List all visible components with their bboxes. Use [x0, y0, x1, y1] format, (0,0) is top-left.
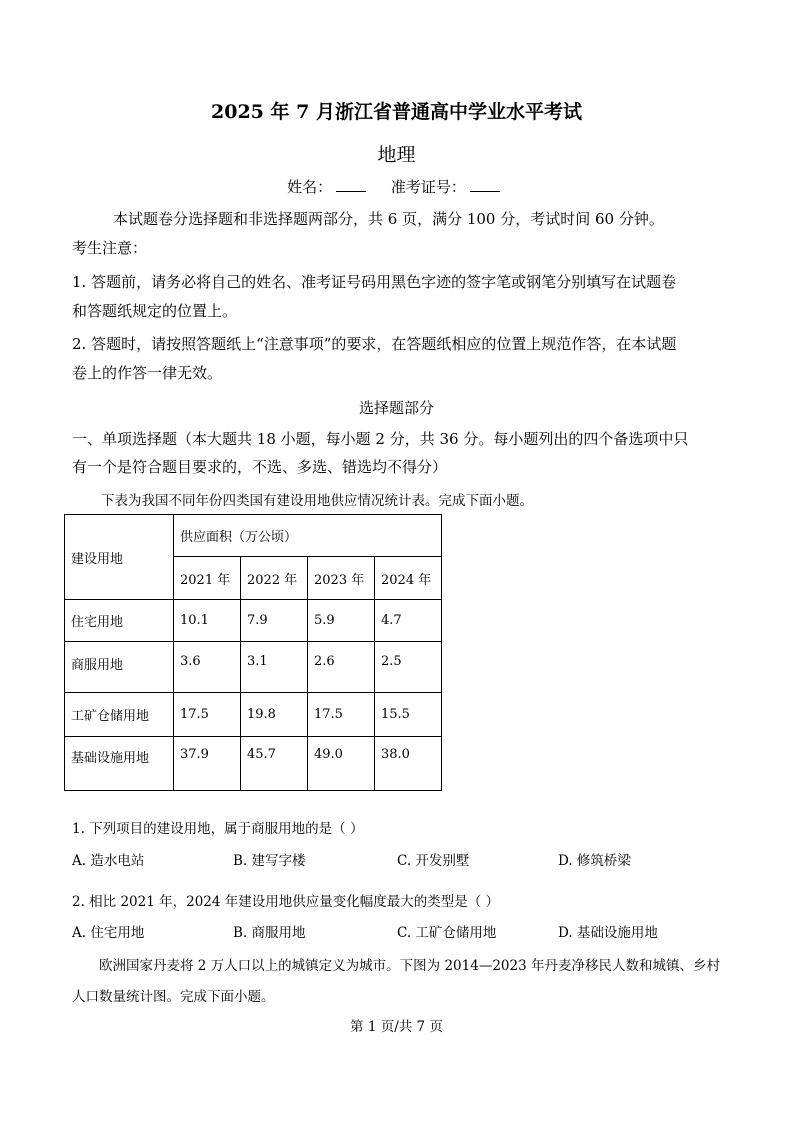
- passage-line-1: 欧洲国家丹麦将 2 万人口以上的城镇定义为城市。下图为 2014—2023 年丹麦净移民人数和城镇、乡村: [99, 958, 720, 974]
- table-cell: 2.6: [308, 642, 375, 693]
- q1-option-d: D. 修筑桥梁: [558, 853, 631, 869]
- table-cell: 2.5: [375, 642, 442, 693]
- question-1-stem: 1. 下列项目的建设用地，属于商服用地的是（ ）: [72, 821, 364, 837]
- table-cell: 7.9: [241, 600, 308, 642]
- table-cell: 5.9: [308, 600, 375, 642]
- exam-title: 2025 年 7 月浙江省普通高中学业水平考试: [211, 101, 582, 123]
- intro-text: 本试题卷分选择题和非选择题两部分，共 6 页，满分 100 分，考试时间 60 分钟。: [113, 210, 664, 228]
- notice-title: 考生注意：: [72, 239, 148, 257]
- table-cell: 37.9: [174, 737, 241, 791]
- row-label: 商服用地: [65, 642, 174, 693]
- note-2-line-2: 卷上的作答一律无效。: [72, 364, 223, 382]
- q1-option-c: C. 开发别墅: [397, 853, 470, 869]
- part-title: 选择题部分: [358, 399, 434, 417]
- section-heading-line-1: 一、单项选择题（本大题共 18 小题，每小题 2 分，共 36 分。每小题列出的四个备选项中只: [72, 430, 689, 448]
- row-label: 住宅用地: [65, 600, 174, 642]
- table-cell: 17.5: [308, 693, 375, 737]
- table-intro: 下表为我国不同年份四类国有建设用地供应情况统计表。完成下面小题。: [101, 493, 533, 509]
- q2-option-b: B. 商服用地: [233, 925, 306, 941]
- table-row: [65, 642, 442, 693]
- year-header: 2023 年: [308, 557, 375, 600]
- table-cell: 49.0: [308, 737, 375, 791]
- year-header: 2024 年: [375, 557, 442, 600]
- note-1-line-2: 和答题纸规定的位置上。: [72, 302, 238, 320]
- table-cell: 10.1: [174, 600, 241, 642]
- exam-number-blank: [470, 177, 500, 192]
- table-row: [65, 600, 442, 642]
- table-cell: 45.7: [241, 737, 308, 791]
- year-header: 2021 年: [174, 557, 241, 600]
- table-cell: 17.5: [174, 693, 241, 737]
- table-cell: 15.5: [375, 693, 442, 737]
- name-blank: [336, 177, 366, 192]
- table-row: [65, 693, 442, 737]
- group-header-cell: 供应面积（万公顷）: [174, 515, 442, 557]
- year-header: 2022 年: [241, 557, 308, 600]
- table-cell: 19.8: [241, 693, 308, 737]
- passage-line-2: 人口数量统计图。完成下面小题。: [72, 989, 275, 1005]
- q2-option-a: A. 住宅用地: [72, 925, 145, 941]
- note-1-line-1: 1. 答题前，请务必将自己的姓名、准考证号码用黑色字迹的签字笔或钢笔分别填写在试题卷: [72, 273, 677, 291]
- exam-number-label: 准考证号：: [390, 178, 466, 196]
- q2-option-c: C. 工矿仓储用地: [397, 925, 497, 941]
- page-footer: 第 1 页/共 7 页: [350, 1019, 443, 1035]
- name-label: 姓名：: [287, 178, 333, 196]
- land-supply-table: [64, 514, 442, 791]
- table-cell: 3.6: [174, 642, 241, 693]
- note-2-line-1: 2. 答题时，请按照答题纸上“注意事项”的要求，在答题纸相应的位置上规范作答，在本试题: [72, 335, 677, 353]
- table-cell: 3.1: [241, 642, 308, 693]
- q2-option-d: D. 基础设施用地: [558, 925, 658, 941]
- row-label: 工矿仓储用地: [65, 693, 174, 737]
- table-cell: 4.7: [375, 600, 442, 642]
- q1-option-a: A. 造水电站: [72, 853, 145, 869]
- row-label: 基础设施用地: [65, 737, 174, 791]
- section-heading-line-2: 有一个是符合题目要求的，不选、多选、错选均不得分）: [72, 458, 448, 476]
- q1-option-b: B. 建写字楼: [233, 853, 306, 869]
- table-row: [65, 737, 442, 791]
- row-header-cell: 建设用地: [65, 515, 174, 600]
- candidate-info-line: [0, 176, 793, 197]
- subject-title: 地理: [377, 144, 416, 166]
- table-cell: 38.0: [375, 737, 442, 791]
- question-2-stem: 2. 相比 2021 年，2024 年建设用地供应量变化幅度最大的类型是（ ）: [72, 894, 500, 910]
